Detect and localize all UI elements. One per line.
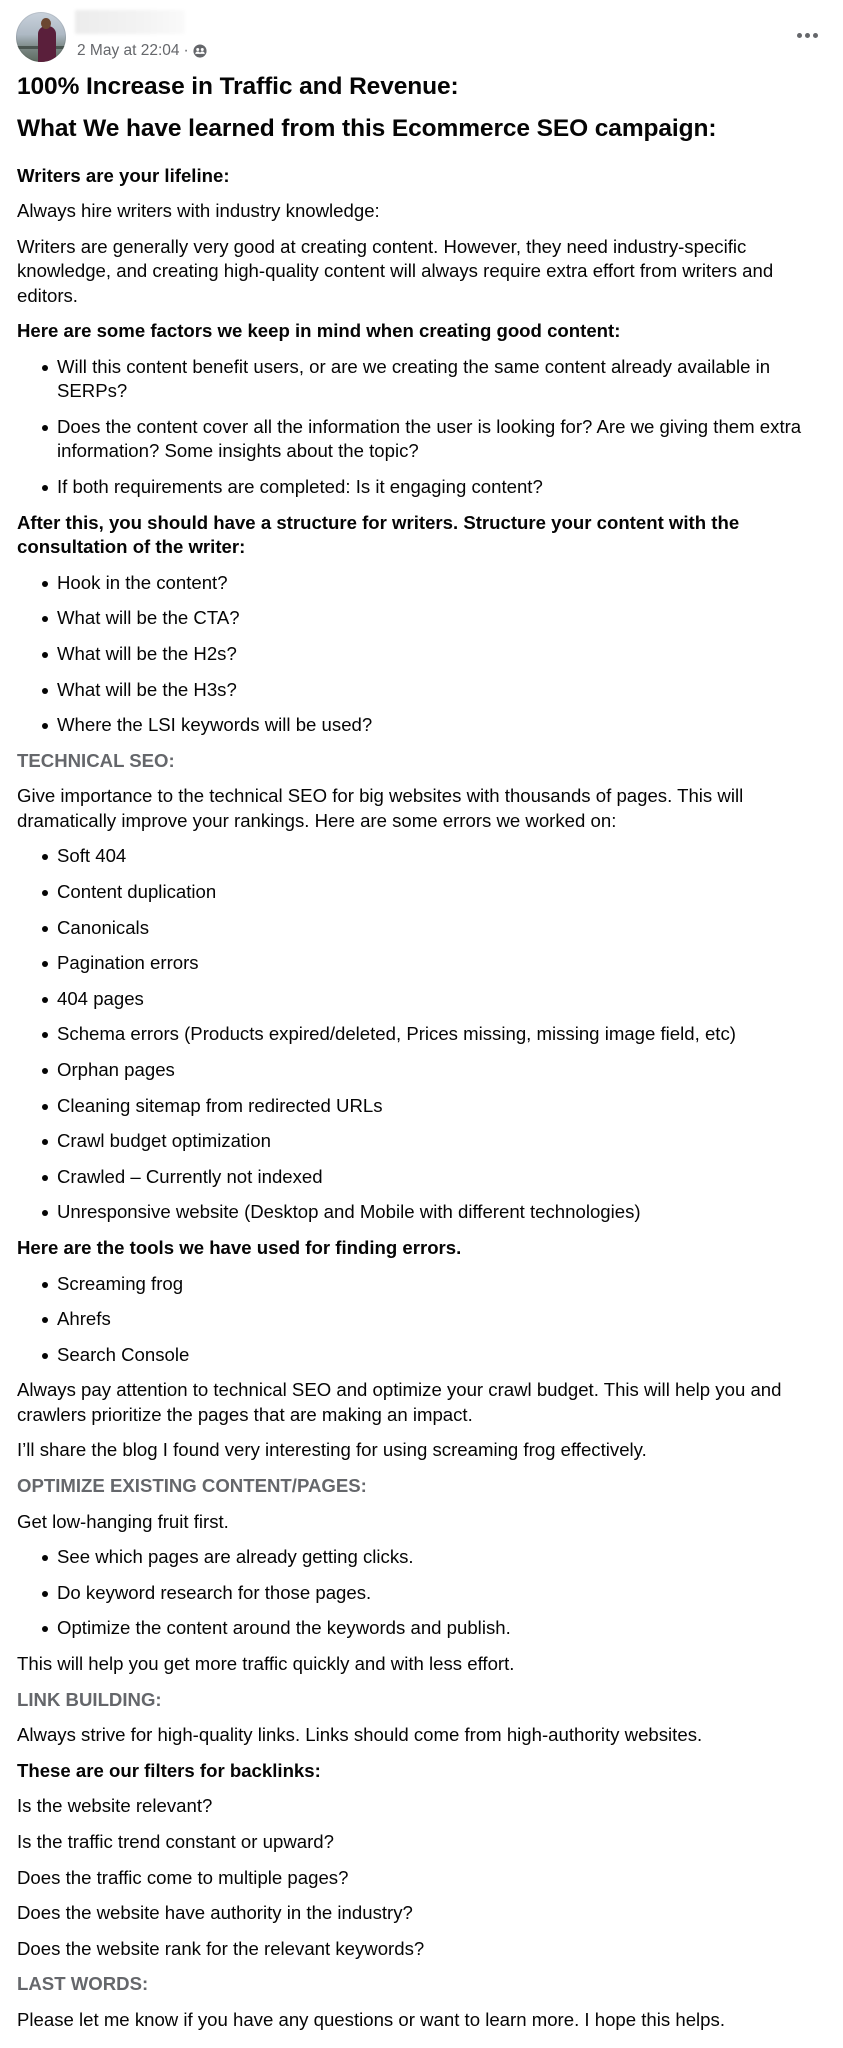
- list-item: Pagination errors: [17, 951, 822, 976]
- structure-heading: After this, you should have a structure for writers. Structure your content with the consultation of the writer:: [17, 511, 740, 558]
- list-item: If both requirements are completed: Is it engaging content?: [17, 475, 822, 500]
- post-subtitle: What We have learned from this Ecommerce SEO campaign:: [17, 115, 717, 142]
- list-item: Optimize the content around the keywords and publish.: [17, 1616, 822, 1641]
- list-item: Search Console: [17, 1343, 822, 1368]
- more-options-icon-dot: [813, 33, 818, 38]
- technical-errors-list: [17, 844, 822, 1224]
- list-item: Content duplication: [17, 880, 822, 905]
- last-words-body: Please let me know if you have any questions or want to learn more. I hope this helps.: [17, 2008, 725, 2030]
- author-avatar[interactable]: [16, 12, 66, 62]
- factors-list: [17, 355, 822, 500]
- writers-intro: Always hire writers with industry knowledge:: [17, 200, 380, 222]
- list-item: Does the content cover all the information the user is looking for? Are we giving them extra information? Some insights about the topic?: [17, 415, 822, 464]
- optimize-intro: Get low-hanging fruit first.: [17, 1510, 229, 1532]
- section-heading-link-building: LINK BUILDING:: [17, 1688, 162, 1710]
- section-heading-optimize: OPTIMIZE EXISTING CONTENT/PAGES:: [17, 1475, 367, 1496]
- list-item: Unresponsive website (Desktop and Mobile with different technologies): [17, 1200, 822, 1225]
- tools-list: [17, 1272, 822, 1368]
- meta-separator: ·: [183, 42, 189, 59]
- post-meta: [77, 41, 207, 61]
- list-item: What will be the CTA?: [17, 606, 822, 631]
- list-item: What will be the H2s?: [17, 642, 822, 667]
- filter-line: Is the traffic trend constant or upward?: [17, 1830, 334, 1852]
- post-timestamp[interactable]: 2 May at 22:04: [77, 42, 180, 59]
- list-item: Soft 404: [17, 844, 822, 869]
- filter-line: Does the website rank for the relevant keywords?: [17, 1937, 425, 1959]
- structure-list: [17, 571, 822, 738]
- list-item: Do keyword research for those pages.: [17, 1581, 822, 1606]
- tools-heading: Here are the tools we have used for finding errors.: [17, 1236, 462, 1258]
- filter-line: Does the traffic come to multiple pages?: [17, 1866, 349, 1888]
- section-heading-last-words: LAST WORDS:: [17, 1973, 149, 1995]
- list-item: Orphan pages: [17, 1058, 822, 1083]
- list-item: 404 pages: [17, 987, 822, 1012]
- more-options-button[interactable]: [790, 20, 824, 50]
- technical-share: I’ll share the blog I found very interesting for using screaming frog effectively.: [17, 1439, 647, 1461]
- list-item: What will be the H3s?: [17, 678, 822, 703]
- optimize-steps-list: [17, 1545, 822, 1641]
- list-item: Will this content benefit users, or are we creating the same content already available in SERPs?: [17, 355, 822, 404]
- list-item: Ahrefs: [17, 1307, 822, 1332]
- list-item: Cleaning sitemap from redirected URLs: [17, 1094, 822, 1119]
- writers-body: Writers are generally very good at creating content. However, they need industry-specific knowledge, and creating high-quality content will always require extra effort from writers and editors.: [17, 235, 774, 306]
- filter-line: Does the website have authority in the industry?: [17, 1902, 413, 1924]
- list-item: Crawled – Currently not indexed: [17, 1165, 822, 1190]
- filters-heading: These are our filters for backlinks:: [17, 1759, 321, 1781]
- list-item: Crawl budget optimization: [17, 1129, 822, 1154]
- list-item: Hook in the content?: [17, 571, 822, 596]
- post-header: [0, 0, 843, 70]
- avatar-person: [38, 26, 56, 62]
- list-item: Screaming frog: [17, 1272, 822, 1297]
- author-name-blurred[interactable]: [75, 10, 185, 34]
- list-item: Where the LSI keywords will be used?: [17, 713, 822, 738]
- technical-intro: Give importance to the technical SEO for big websites with thousands of pages. This will dramatically improve your rankings. Here are some errors we worked on:: [17, 785, 744, 831]
- more-options-icon: [797, 33, 802, 38]
- optimize-outro: This will help you get more traffic quickly and with less effort.: [17, 1652, 515, 1674]
- technical-advice: Always pay attention to technical SEO and optimize your crawl budget. This will help you and crawlers prioritize the pages that are making an impact.: [17, 1379, 782, 1425]
- links-intro: Always strive for high-quality links. Links should come from high-authority websites.: [17, 1724, 703, 1746]
- list-item: Schema errors (Products expired/deleted, Prices missing, missing image field, etc): [17, 1022, 822, 1047]
- post-body: [17, 72, 822, 2044]
- avatar-head: [41, 18, 51, 29]
- writers-heading: Writers are your lifeline:: [17, 164, 230, 186]
- list-item: See which pages are already getting clicks.: [17, 1545, 822, 1570]
- more-options-icon-dot: [805, 33, 810, 38]
- factors-heading: Here are some factors we keep in mind when creating good content:: [17, 320, 621, 342]
- friends-icon[interactable]: [193, 44, 207, 58]
- list-item: Canonicals: [17, 916, 822, 941]
- filter-line: Is the website relevant?: [17, 1795, 213, 1817]
- section-heading-technical-seo: TECHNICAL SEO:: [17, 749, 175, 771]
- post-title: 100% Increase in Traffic and Revenue:: [17, 73, 459, 100]
